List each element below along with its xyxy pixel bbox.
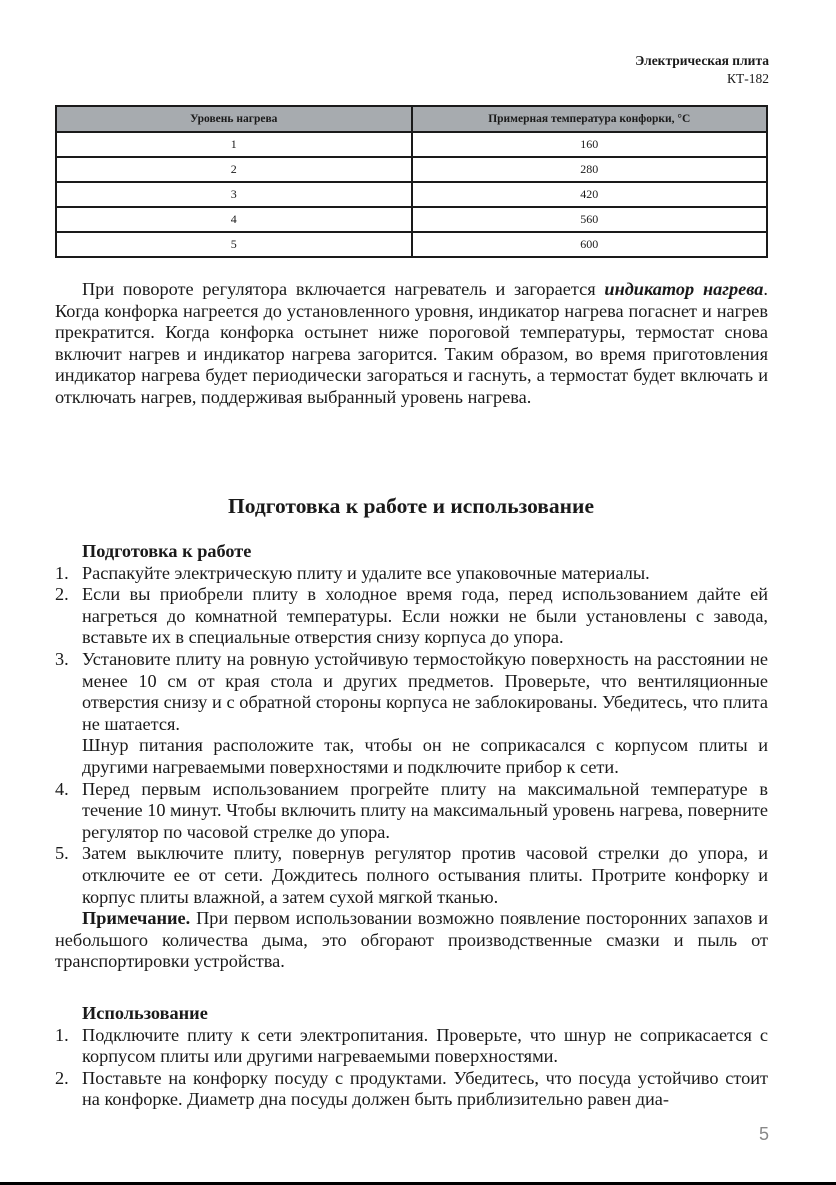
intro-text-end: . Когда конфорка нагреется до установленного уровня, индикатор нагрева погаснет и нагрев прекратится. Когда конфорка остынет ниже пороговой температуры, термостат снова включит нагрев и индикатор нагрева загорится. Таким образом, во время приготовления индикатор нагрева будет периодически загораться и гаснуть, а термостат будет включать и отключать нагрев, поддерживая выбранный уровень нагрева.	[55, 279, 768, 407]
cell-level: 2	[56, 157, 412, 182]
list-item	[55, 843, 768, 908]
item-text: Распакуйте электрическую плиту и удалите все упаковочные материалы.	[82, 562, 650, 583]
item-text: Затем выключите плиту, повернув регулятор против часовой стрелки до упора, и отключите ее от сети. Дождитесь полного остывания плиты. Протрите конфорку и корпус плиты влажной, а затем сухой мягкой тканью.	[82, 843, 768, 907]
usage-section	[55, 1003, 768, 1111]
item-text: Подключите плиту к сети электропитания. Проверьте, что шнур не соприкасается с корпусом плиты или другими нагреваемыми поверхностями.	[82, 1024, 768, 1067]
intro-paragraph	[55, 279, 768, 409]
list-item	[55, 779, 768, 844]
heat-level-table	[55, 105, 768, 258]
cell-temperature: 280	[412, 157, 768, 182]
table-row	[56, 182, 767, 207]
item-number: 1.	[55, 562, 69, 583]
note-text: При первом использовании возможно появление посторонних запахов и небольшого количества дыма, это обгорают производственные смазки и пыль от транспортировки устройства.	[55, 908, 768, 972]
note-label: Примечание.	[82, 908, 191, 929]
page-number: 5	[758, 1124, 769, 1144]
header-title: Электрическая плита	[635, 53, 769, 68]
table-row	[56, 232, 767, 257]
item-number: 1.	[55, 1024, 69, 1045]
column-header-level: Уровень нагрева	[56, 106, 412, 132]
preparation-title: Подготовка к работе	[82, 541, 252, 561]
usage-steps	[55, 1025, 768, 1111]
preparation-section	[55, 541, 768, 973]
item-number: 3.	[55, 648, 69, 669]
intro-section	[55, 279, 768, 409]
section-title: Подготовка к работе и использование	[228, 494, 594, 518]
item-extra-text: Шнур питания расположите так, чтобы он не соприкасался с корпусом плиты и другими нагреваемыми поверхностями и подключите прибор к сети.	[82, 735, 768, 777]
intro-emphasis: индикатор нагрева	[604, 279, 764, 299]
preparation-steps	[55, 563, 768, 909]
usage-title: Использование	[82, 1003, 208, 1023]
intro-text-start: При повороте регулятора включается нагреватель и загорается	[82, 279, 605, 299]
cell-level: 1	[56, 132, 412, 157]
item-text: Поставьте на конфорку посуду с продуктами. Убедитесь, что посуда устойчиво стоит на конфорке. Диаметр дна посуды должен быть приблизительно равен диа-	[82, 1067, 768, 1110]
item-number: 2.	[55, 1067, 69, 1088]
table-row	[56, 157, 767, 182]
note-paragraph	[55, 908, 768, 973]
header-model: КТ-182	[727, 71, 769, 86]
table-row	[56, 132, 767, 157]
list-item	[55, 649, 768, 779]
cell-level: 4	[56, 207, 412, 232]
list-item	[55, 1068, 768, 1111]
table-row	[56, 207, 767, 232]
cell-temperature: 600	[412, 232, 768, 257]
item-text: Установите плиту на ровную устойчивую термостойкую поверхность на расстоянии не менее 10 см от края стола и других предметов. Проверьте, что вентиляционные отверстия снизу и с обратной стороны корпуса не заблокированы. Убедитесь, что плита не шатается.	[82, 648, 768, 734]
column-header-temperature: Примерная температура конфорки, °C	[412, 106, 768, 132]
cell-temperature: 420	[412, 182, 768, 207]
cell-temperature: 560	[412, 207, 768, 232]
running-header	[635, 52, 769, 88]
table-header-row	[56, 106, 767, 132]
item-text: Если вы приобрели плиту в холодное время года, перед использованием дайте ей нагреться до комнатной температуры. Если ножки не были установлены с завода, вставьте их в специальные отверстия снизу корпуса до упора.	[82, 584, 768, 648]
list-item	[55, 584, 768, 649]
cell-level: 3	[56, 182, 412, 207]
item-number: 4.	[55, 778, 69, 799]
item-number: 2.	[55, 584, 69, 605]
list-item	[55, 563, 768, 585]
cell-level: 5	[56, 232, 412, 257]
item-text: Перед первым использованием прогрейте плиту на максимальной температуре в течение 10 минут. Чтобы включить плиту на максимальный уровень нагрева, поверните регулятор по часовой стрелке до упора.	[82, 778, 769, 842]
item-number: 5.	[55, 843, 69, 864]
list-item	[55, 1025, 768, 1068]
cell-temperature: 160	[412, 132, 768, 157]
